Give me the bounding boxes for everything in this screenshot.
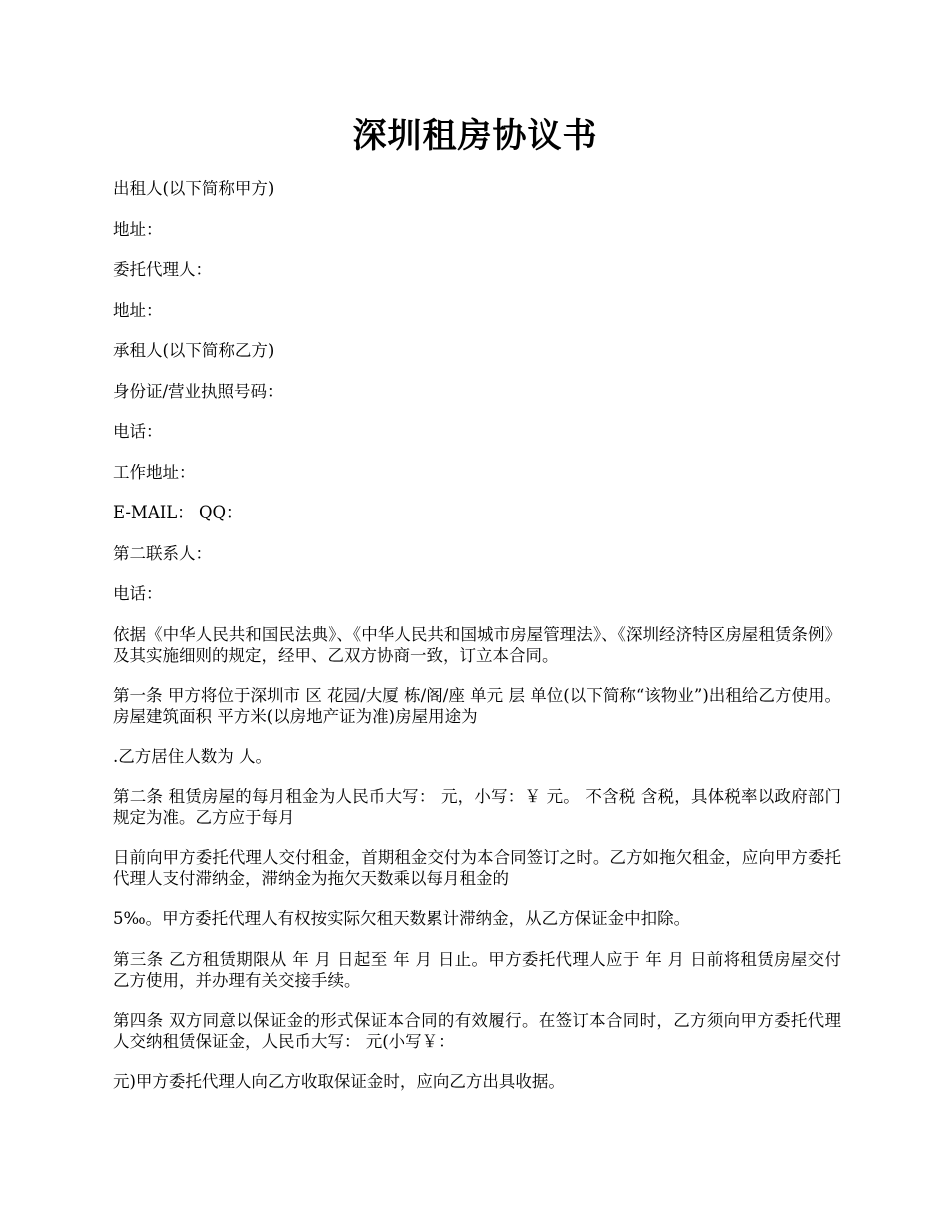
agent-address-label: 地址： [113, 300, 163, 320]
article-1-paragraph: 第一条 甲方将位于深圳市 区 花园/大厦 栋/阁/座 单元 层 单位(以下简称“该物业”)出租给乙方使用。房屋建筑面积 平方米(以房地产证为准)房屋用途为 [113, 685, 841, 726]
late-fee-paragraph: 5‰。甲方委托代理人有权按实际欠租天数累计滞纳金，从乙方保证金中扣除。 [113, 909, 691, 928]
id-number-label: 身份证/营业执照号码： [113, 381, 284, 401]
second-contact-label: 第二联系人： [113, 543, 212, 563]
lessor-address-label: 地址： [113, 219, 163, 239]
rent-payment-paragraph: 日前向甲方委托代理人交付租金，首期租金交付为本合同签订之时。乙方如拖欠租金，应向甲方委托代理人支付滞纳金，滞纳金为拖欠天数乘以每月租金的 [113, 848, 841, 888]
document-title: 深圳租房协议书 [352, 116, 598, 156]
article-3-paragraph: 第三条 乙方租赁期限从 年 月 日起至 年 月 日止。甲方委托代理人应于 年 月 日前将租赁房屋交付乙方使用，并办理有关交接手续。 [113, 949, 841, 990]
deposit-receipt-paragraph: 元)甲方委托代理人向乙方收取保证金时，应向乙方出具收据。 [113, 1071, 565, 1091]
document-body [113, 178, 841, 1111]
email-qq-label: E-MAIL： QQ： [113, 503, 243, 522]
occupants-paragraph: .乙方居住人数为 人。 [113, 746, 272, 766]
legal-basis-paragraph: 依据《中华人民共和国民法典》、《中华人民共和国城市房屋管理法》、《深圳经济特区房屋租赁条例》及其实施细则的规定，经甲、乙双方协商一致，订立本合同。 [113, 624, 841, 665]
phone-label: 电话： [113, 422, 163, 441]
lessor-label: 出租人(以下简称甲方) [113, 179, 275, 198]
lessee-label: 承租人(以下简称乙方) [113, 341, 275, 360]
work-address-label: 工作地址： [113, 462, 196, 482]
second-contact-phone-label: 电话： [113, 584, 163, 603]
article-2-paragraph: 第二条 租赁房屋的每月租金为人民币大写： 元，小写：￥ 元。 不含税 含税，具体税率以政府部门规定为准。乙方应于每月 [113, 787, 841, 827]
agent-label: 委托代理人： [113, 260, 212, 279]
article-4-paragraph: 第四条 双方同意以保证金的形式保证本合同的有效履行。在签订本合同时，乙方须向甲方委托代理人交纳租赁保证金，人民币大写： 元(小写￥： [113, 1010, 841, 1051]
